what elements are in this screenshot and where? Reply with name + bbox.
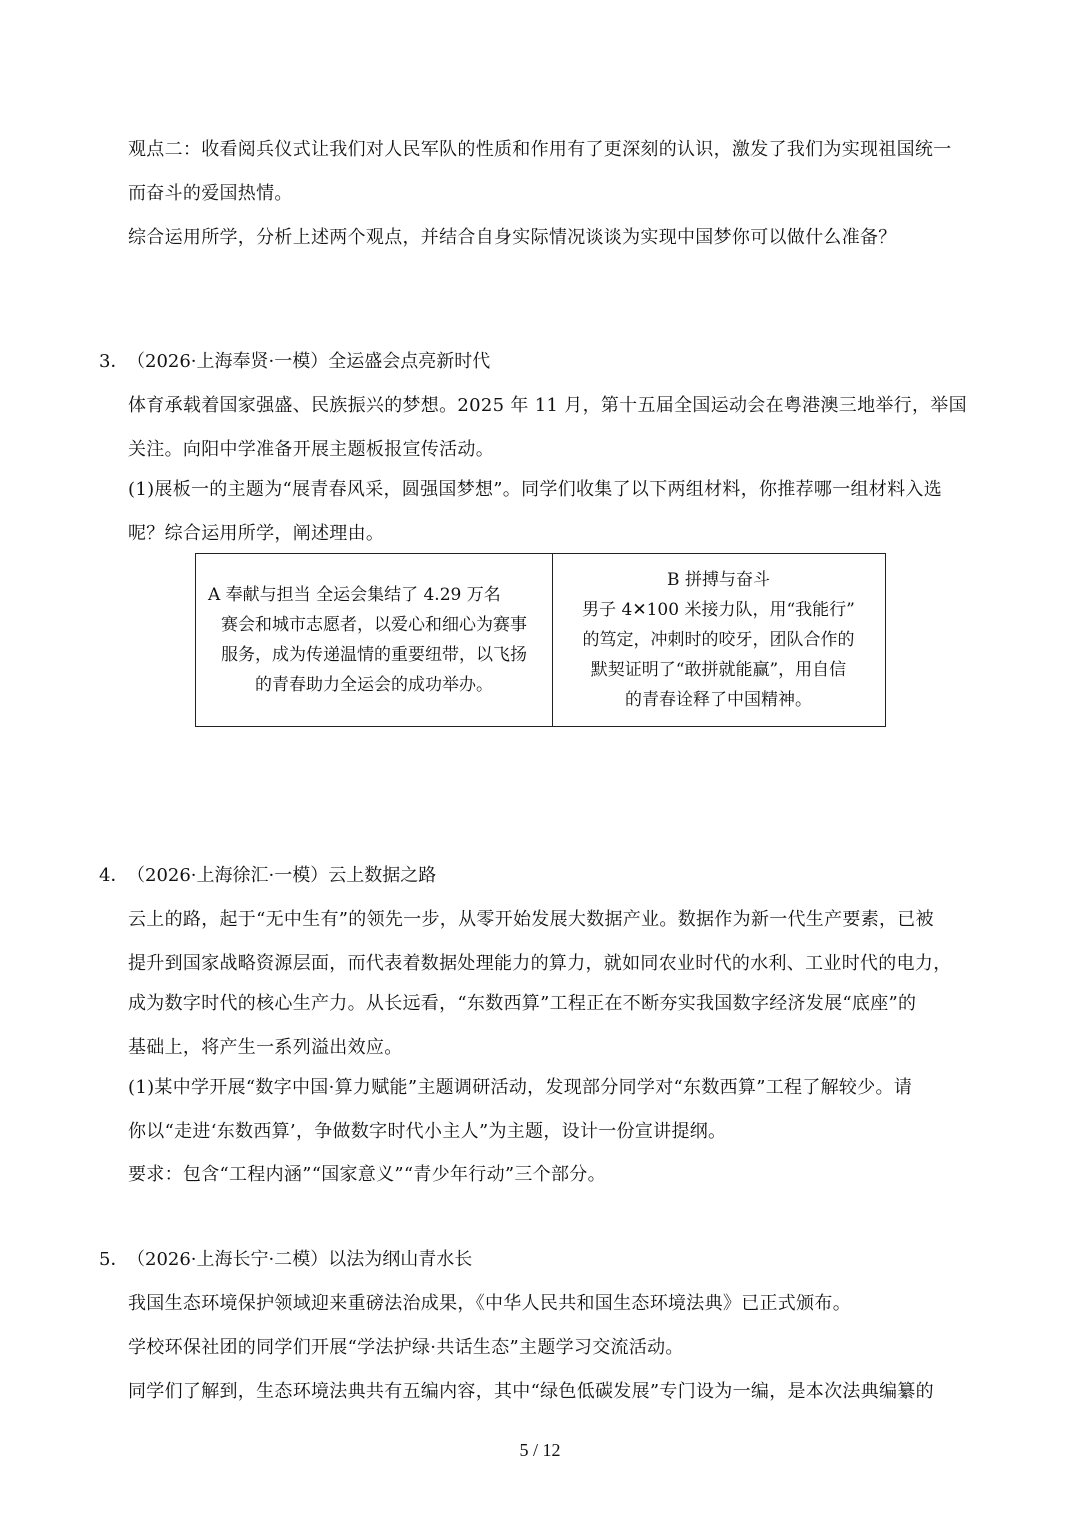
q3-line-1: 体育承载着国家强盛、民族振兴的梦想。2025 年 11 月，第十五届全国运动会在粤港澳三地举行，举国 [128, 395, 967, 416]
q4-line-3: 成为数字时代的核心生产力。从长远看，“东数西算”工程正在不断夯实我国数字经济发展“底座”的 [128, 993, 917, 1014]
material-a-line: 的青春助力全运会的成功举办。 [255, 675, 493, 695]
material-b-line: 男子 4✕100 米接力队，用“我能行” [582, 600, 855, 620]
q4-line-7: 要求：包含“工程内涵”“国家意义”“青少年行动”三个部分。 [128, 1164, 606, 1185]
question-5-heading [99, 1238, 999, 1282]
q3-line-4: 呢？综合运用所学，阐述理由。 [128, 523, 385, 544]
material-b-line: 的青春诠释了中国精神。 [625, 690, 812, 710]
intro-line-2: 而奋斗的爱国热情。 [128, 183, 293, 204]
q5-line-2: 学校环保社团的同学们开展“学法护绿·共话生态”主题学习交流活动。 [128, 1337, 684, 1358]
question-5-number: 5． [99, 1249, 129, 1270]
q4-line-4: 基础上，将产生一系列溢出效应。 [128, 1037, 403, 1058]
material-a-line: 赛会和城市志愿者，以爱心和细心为赛事 [221, 615, 527, 635]
material-cell-b [553, 554, 884, 726]
question-5-title: （2026·上海长宁·二模）以法为纲山青水长 [127, 1249, 473, 1270]
question-3-number: 3． [99, 351, 129, 372]
question-4-heading [99, 854, 999, 898]
material-a-line: A 奉献与担当 全运会集结了 4.29 万名 [208, 585, 501, 605]
q4-line-5: (1)某中学开展“数字中国·算力赋能”主题调研活动，发现部分同学对“东数西算”工程了解较少。请 [128, 1077, 913, 1098]
material-a-line: 服务，成为传递温情的重要纽带，以飞扬 [221, 645, 527, 665]
intro-line-1: 观点二：收看阅兵仪式让我们对人民军队的性质和作用有了更深刻的认识，激发了我们为实现祖国统一 [128, 139, 952, 160]
question-4-title: （2026·上海徐汇·一模）云上数据之路 [127, 865, 437, 886]
question-3-heading [99, 340, 999, 384]
material-b-title: B 拼搏与奋斗 [667, 570, 770, 590]
page-number: 5 / 12 [519, 1440, 561, 1460]
q4-line-2: 提升到国家战略资源层面，而代表着数据处理能力的算力，就如同农业时代的水利、工业时代的电力， [128, 953, 952, 974]
q3-line-2: 关注。向阳中学准备开展主题板报宣传活动。 [128, 439, 494, 460]
question-4-number: 4． [99, 865, 129, 886]
question-3-title: （2026·上海奉贤·一模）全运盛会点亮新时代 [127, 351, 491, 372]
q5-line-1: 我国生态环境保护领域迎来重磅法治成果，《中华人民共和国生态环境法典》已正式颁布。 [128, 1293, 851, 1314]
material-b-line: 的笃定，冲刺时的咬牙，团队合作的 [582, 630, 855, 650]
q4-line-1: 云上的路，起于“无中生有”的领先一步，从零开始发展大数据产业。数据作为新一代生产要素，已被 [128, 909, 934, 930]
q5-line-3: 同学们了解到，生态环境法典共有五编内容，其中“绿色低碳发展”专门设为一编，是本次法典编纂的 [128, 1381, 934, 1402]
q3-line-3: (1)展板一的主题为“展青春风采，圆强国梦想”。同学们收集了以下两组材料，你推荐哪一组材料入选 [128, 479, 942, 500]
q4-line-6: 你以“走进‘东数西算’，争做数字时代小主人”为主题，设计一份宣讲提纲。 [128, 1121, 727, 1142]
intro-line-3: 综合运用所学，分析上述两个观点，并结合自身实际情况谈谈为实现中国梦你可以做什么准备？ [128, 227, 897, 248]
material-table [195, 553, 886, 727]
material-cell-a [196, 554, 553, 726]
material-b-line: 默契证明了“敢拼就能赢”，用自信 [590, 660, 847, 680]
